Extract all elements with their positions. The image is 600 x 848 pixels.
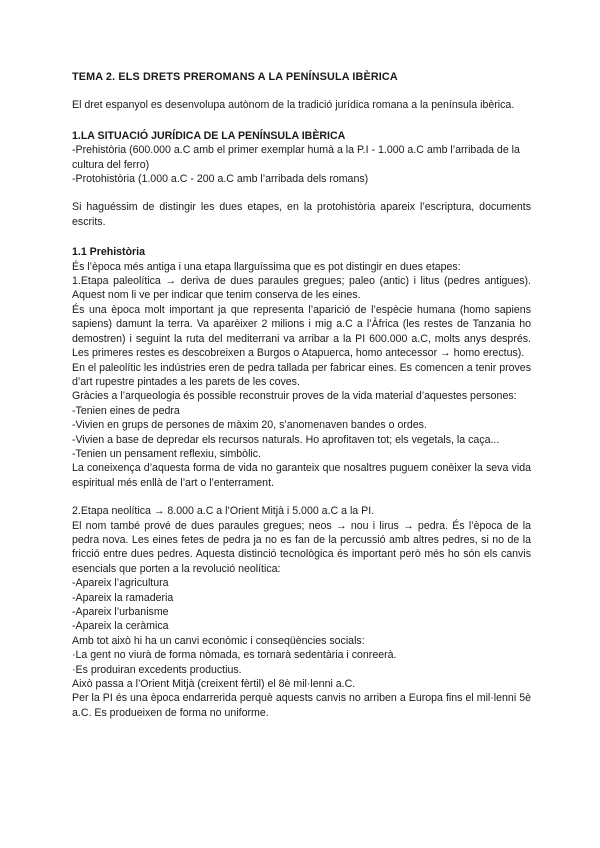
protohistory-range-line: -Protohistòria (1.000 a.C - 200 a.C amb l’arribada dels romans) (72, 173, 369, 186)
neolithic-description-paragraph: El nom també prové de dues paraules gregues; neos → nou i lirus → pedra. És l’època de la pedra nova. Les eines fetes de pedra ja no es fan de la percussió amb altres pedres, si no de la fricció entre dues pedres. Aquesta distinció tecnològica és important però més ho són els canvis esencials que porten a la revolució neolítica: (72, 519, 531, 575)
list-item: ·La gent no viurà de forma nòmada, es tornarà sedentària i conreerà. (72, 649, 397, 662)
archaeology-paragraph: Gràcies a l’arqueologia és possible reconstruir proves de la vida material d’aquestes persones: (72, 390, 517, 403)
prehistory-range-line: -Prehistòria (600.000 a.C amb el primer exemplar humà a la P.I - 1.000 a.C amb l’arribada de la cultura del ferro) (72, 144, 520, 171)
document-page (72, 70, 531, 720)
list-item: -Vivien en grups de persones de màxim 20, s’anomenaven bandes o ordes. (72, 419, 427, 432)
section-1-1-heading: 1.1 Prehistòria (72, 246, 146, 259)
human-species-paragraph: És una època molt important ja que representa l’aparició de l’espècie humana (homo sapiens sapiens) damunt la terra. Va aparèixer 2 milions i mig a.C a l’Àfrica (les restes de Tanzania ho demostren) i seguint la ruta del mediterrani va arribar a la PI 600.000 a.C, molts anys després. Les primeres restes es descobreixen a Burgos o Atapuerca, homo antecessor → homo erectus). (72, 303, 531, 360)
iberian-delay-paragraph: Per la PI és una època endarrerida perquè aquests canvis no arriben a Europa fins el mil·lenni 5è a.C. Es produeixen de forma no uniforme. (72, 692, 531, 719)
paleolithic-industries-paragraph: En el paleolític les indústries eren de pedra tallada per fabricar eines. Es comencen a tenir proves d’art rupestre pintades a les parets de les coves. (72, 361, 531, 388)
list-item: -Tenien eines de pedra (72, 404, 180, 417)
neolithic-heading: 2.Etapa neolítica → 8.000 a.C a l’Orient Mitjà i 5.000 a.C a la PI. (72, 505, 375, 518)
list-item: -Apareix l’agricultura (72, 577, 169, 590)
orient-paragraph: Això passa a l’Orient Mitjà (creixent fèrtil) el 8è mil·lenni a.C. (72, 678, 356, 691)
list-item: -Apareix la ceràmica (72, 620, 169, 633)
paleolithic-stage-paragraph: 1.Etapa paleolítica → deriva de dues paraules gregues; paleo (antic) i litus (pedres antigues). Aquest nom li ve per indicar que tenim conserva de les eines. (72, 275, 531, 302)
document-title: TEMA 2. ELS DRETS PREROMANS A LA PENÍNSULA IBÈRICA (72, 71, 398, 83)
list-item: -Vivien a base de depredar els recursos naturals. Ho aprofitaven tot; els vegetals, la caça... (72, 433, 500, 446)
economic-change-paragraph: Amb tot això hi ha un canvi econòmic i conseqüències socials: (72, 634, 365, 647)
intro-paragraph: El dret espanyol es desenvolupa autònom de la tradició jurídica romana a la península ibèrica. (72, 99, 515, 112)
section-1-heading: 1.LA SITUACIÓ JURÍDICA DE LA PENÍNSULA IBÈRICA (72, 129, 346, 142)
stages-distinction-paragraph: Si haguéssim de distingir les dues etapes, en la protohistòria apareix l’escriptura, documents escrits. (72, 201, 531, 228)
list-item: -Apareix l’urbanisme (72, 606, 169, 618)
list-item: -Apareix la ramaderia (72, 591, 174, 604)
list-item: -Tenien un pensament reflexiu, simbòlic. (72, 447, 262, 460)
list-item: ·Es produiran excedents productius. (72, 663, 242, 676)
prehistory-intro-paragraph: És l’època més antiga i una etapa llarguíssima que es pot distingir en dues etapes: (72, 260, 461, 273)
spiritual-life-paragraph: La coneixença d’aquesta forma de vida no garanteix que nosaltres puguem conèixer la seva vida espiritual més enllà de l’art o l’enterrament. (72, 462, 531, 489)
